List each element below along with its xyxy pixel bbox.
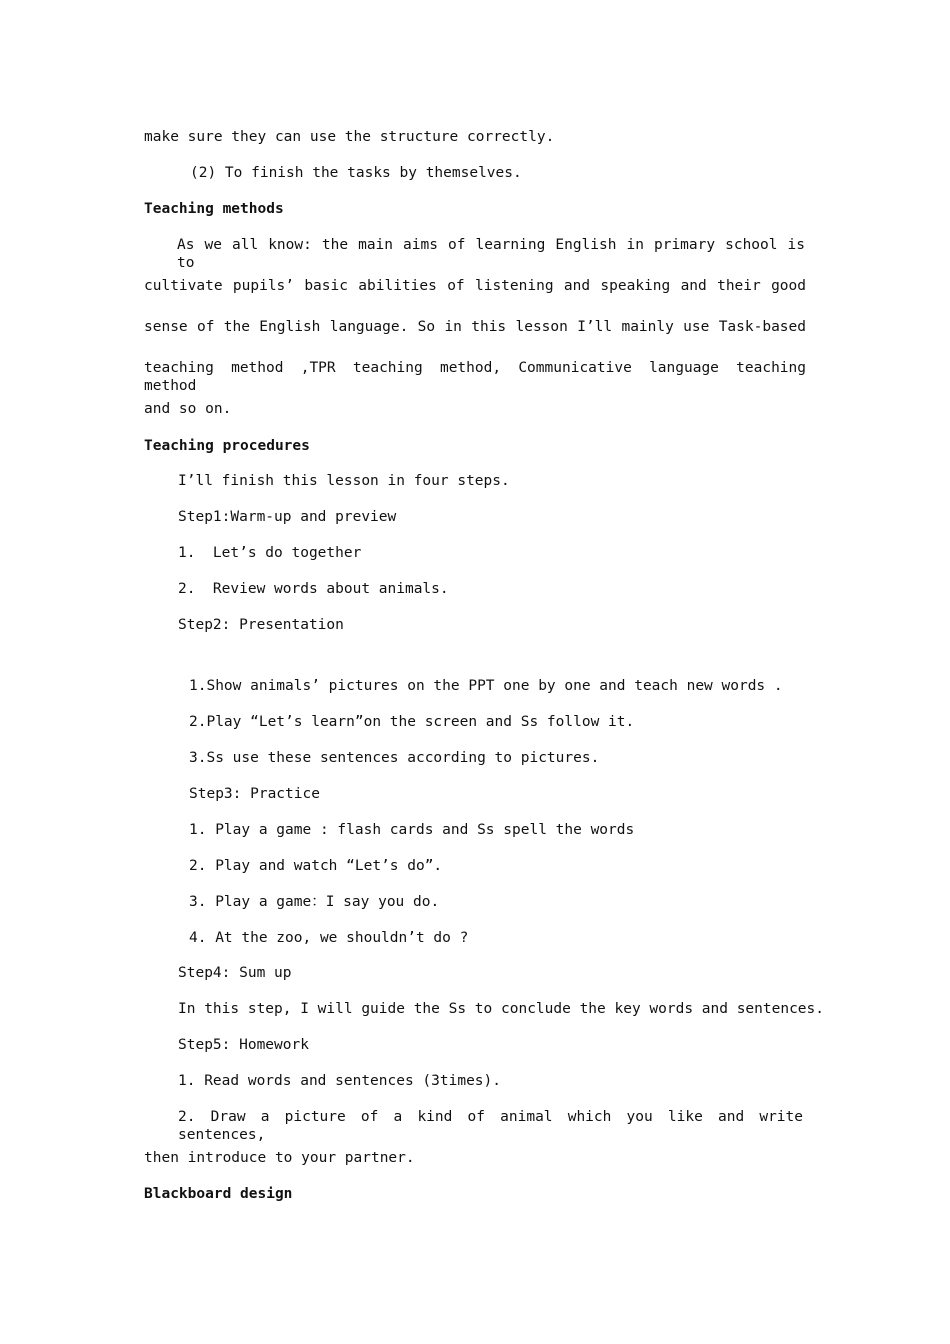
step5-item-2-line-1: 2. Draw a picture of a kind of animal which you like and write sentences, xyxy=(178,1109,803,1143)
step3-item-1: 1. Play a game : flash cards and Ss spell the words xyxy=(189,822,635,838)
procedures-intro: I’ll finish this lesson in four steps. xyxy=(178,473,510,489)
step2-title: Step2: Presentation xyxy=(178,617,344,633)
step3-title: Step3: Practice xyxy=(189,786,320,802)
step1-item-1: 1. Let’s do together xyxy=(178,545,362,561)
step2-item-2: 2.Play “Let’s learn”on the screen and Ss follow it. xyxy=(189,714,635,730)
teaching-procedures-heading: Teaching procedures xyxy=(144,438,310,454)
methods-para-line-3: sense of the English language. So in this lesson I’ll mainly use Task-based xyxy=(144,319,806,335)
blackboard-design-heading: Blackboard design xyxy=(144,1186,293,1202)
step3-item-4: 4. At the zoo, we shouldn’t do ? xyxy=(189,930,469,946)
step2-item-3: 3.Ss use these sentences according to pictures. xyxy=(189,750,600,766)
step3-item-3: 3. Play a game：I say you do. xyxy=(189,894,440,910)
step5-item-1: 1. Read words and sentences (3times). xyxy=(178,1073,502,1089)
step2-item-1: 1.Show animals’ pictures on the PPT one by one and teach new words . xyxy=(189,678,783,694)
step4-title: Step4: Sum up xyxy=(178,965,292,981)
objectives-line-2: (2) To finish the tasks by themselves. xyxy=(190,165,522,181)
step1-title: Step1:Warm-up and preview xyxy=(178,509,397,525)
methods-para-line-2: cultivate pupils’ basic abilities of listening and speaking and their good xyxy=(144,278,806,294)
step4-text: In this step, I will guide the Ss to conclude the key words and sentences. xyxy=(178,1001,825,1017)
step5-title: Step5: Homework xyxy=(178,1037,309,1053)
objectives-line-1: make sure they can use the structure correctly. xyxy=(144,129,555,145)
methods-para-line-5: and so on. xyxy=(144,401,232,417)
step1-item-2: 2. Review words about animals. xyxy=(178,581,449,597)
teaching-methods-heading: Teaching methods xyxy=(144,201,284,217)
methods-para-line-4: teaching method ,TPR teaching method, Communicative language teaching method xyxy=(144,360,806,394)
step3-item-2: 2. Play and watch “Let’s do”. xyxy=(189,858,443,874)
step5-item-2-line-2: then introduce to your partner. xyxy=(144,1150,415,1166)
methods-para-line-1: As we all know: the main aims of learning English in primary school is to xyxy=(177,237,805,271)
